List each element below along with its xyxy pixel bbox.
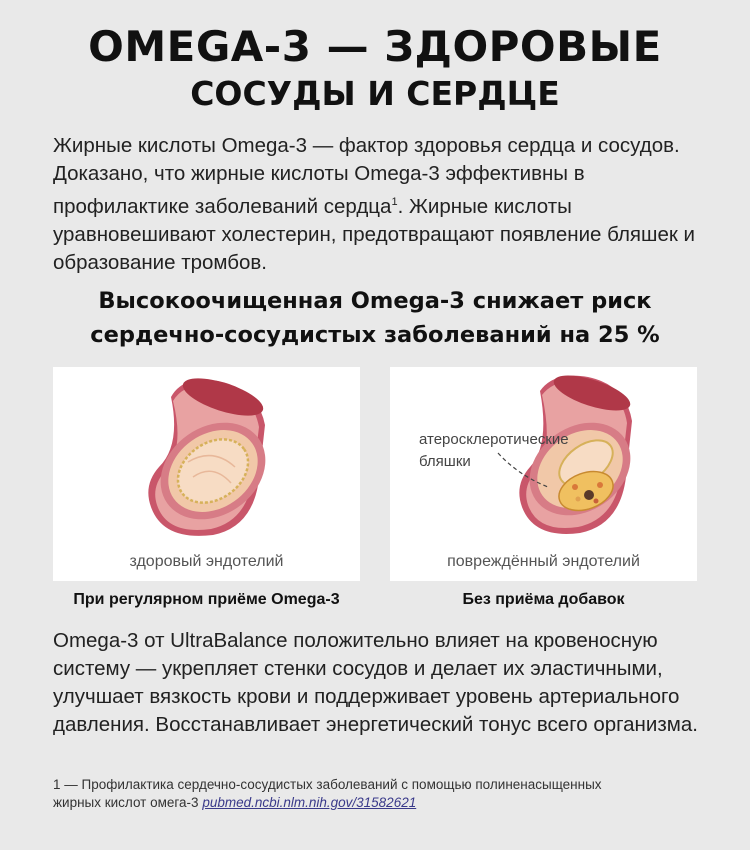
damaged-vessel-label: Без приёма добавок <box>462 591 625 608</box>
intro-text-part1: Жирные кислоты Omega-3 — фактор здоровья сердца и сосудов. Доказано, что жирные кислоты Omega-3 эффективны в профилактике заболеваний сердца <box>53 134 680 218</box>
healthy-vessel-illustration <box>53 367 360 581</box>
footnote-line1: 1 — Профилактика сердечно-сосудистых заболеваний с помощью полиненасыщенных <box>53 777 602 792</box>
damaged-vessel-illustration <box>390 367 697 581</box>
highlight-heading-line1: Высокоочищенная Omega-3 снижает риск <box>98 288 652 314</box>
body-paragraph: Omega-3 от UltraBalance положительно влияет на кровеносную систему — укрепляет стенки сосудов и делает их эластичными, улучшает вязкость крови и поддерживает уровень артериального давления. Восстанавливает энергетический тонус всего организма. <box>53 629 698 736</box>
footnote-line2 <box>53 794 713 812</box>
damaged-vessel-panel <box>390 367 697 581</box>
page-subtitle: СОСУДЫ И СЕРДЦЕ <box>190 74 560 113</box>
healthy-vessel-caption: здоровый эндотелий <box>129 553 284 570</box>
healthy-vessel-panel <box>53 367 360 581</box>
damaged-vessel-caption: повреждённый эндотелий <box>447 553 640 570</box>
footnote-line2-text: жирных кислот омега-3 <box>53 795 199 810</box>
footnote <box>53 776 713 812</box>
plaque-dot <box>584 490 594 500</box>
plaque-annotation-line2: бляшки <box>419 453 471 470</box>
intro-text-part2: . Жирные кислоты уравновешивают холестерин, предотвращают появление бляшек и образование тромбов. <box>53 194 695 274</box>
plaque-annotation <box>419 429 569 473</box>
highlight-heading <box>0 284 750 352</box>
plaque-annotation-line1: атеросклеротические <box>419 431 569 448</box>
page-title: OMEGA-3 — ЗДОРОВЫЕ <box>88 22 662 71</box>
intro-paragraph <box>53 132 703 277</box>
highlight-heading-line2: сердечно-сосудистых заболеваний на 25 % <box>90 322 660 348</box>
intro-footnote-ref: 1 <box>391 196 398 208</box>
healthy-vessel-label: При регулярном приёме Omega-3 <box>73 591 340 608</box>
footnote-source-link[interactable]: pubmed.ncbi.nlm.nih.gov/31582621 <box>202 795 417 810</box>
